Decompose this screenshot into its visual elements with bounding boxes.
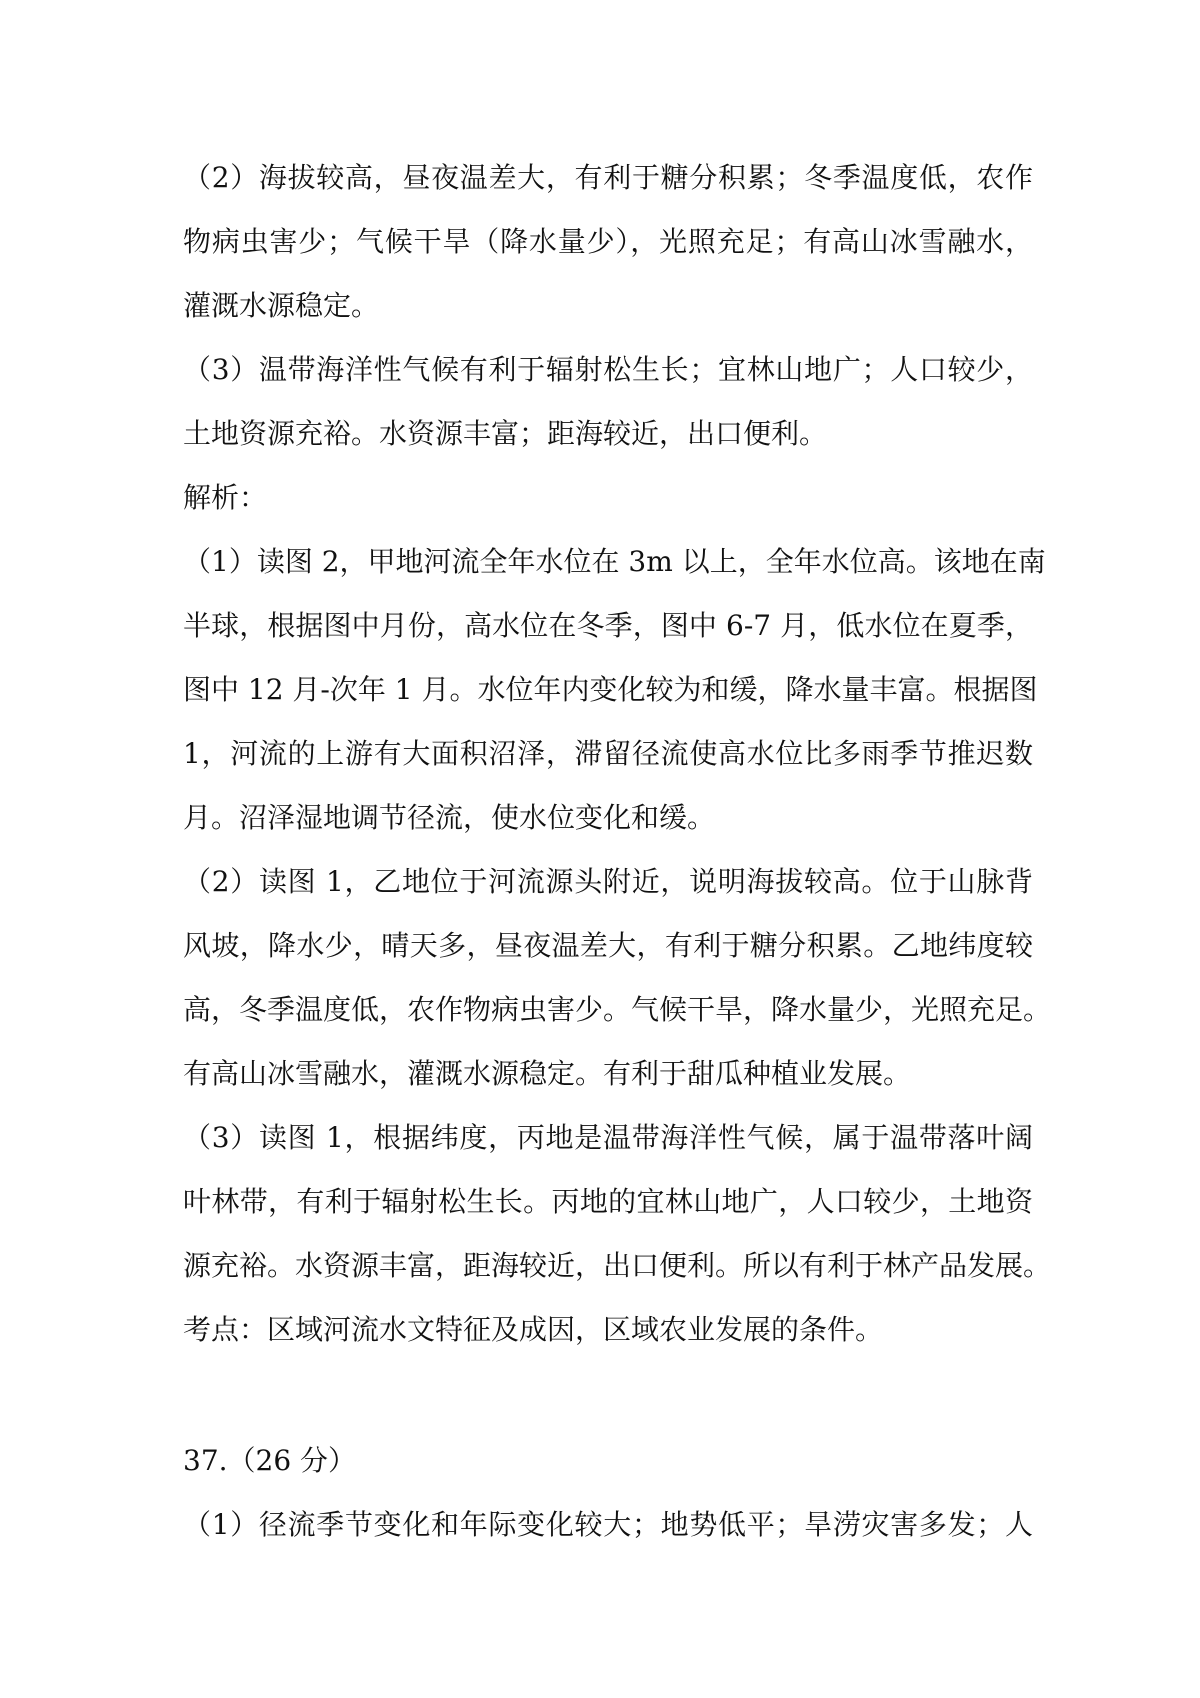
answer-37-1-line-1: （1）径流季节变化和年际变化较大；地势低平；旱涝灾害多发；人 [183,1508,1033,1541]
analysis-3-line-2: 叶林带，有利于辐射松生长。丙地的宜林山地广，人口较少，土地资 [183,1185,1033,1218]
key-points-line: 考点：区域河流水文特征及成因，区域农业发展的条件。 [183,1313,884,1346]
answer-2-line-1: （2）海拔较高，昼夜温差大，有利于糖分积累；冬季温度低，农作 [183,161,1033,194]
analysis-2-line-3: 高，冬季温度低，农作物病虫害少。气候干旱，降水量少，光照充足。 [183,993,1052,1026]
analysis-1-line-4: 1，河流的上游有大面积沼泽，滞留径流使高水位比多雨季节推迟数 [183,737,1033,770]
analysis-1-line-2: 半球，根据图中月份，高水位在冬季，图中 6-7 月，低水位在夏季， [183,609,1033,642]
analysis-2-line-2: 风坡，降水少，晴天多，昼夜温差大，有利于糖分积累。乙地纬度较 [183,929,1033,962]
analysis-1-line-1: （1）读图 2，甲地河流全年水位在 3m 以上，全年水位高。该地在南 [183,545,1046,578]
answer-3-line-1: （3）温带海洋性气候有利于辐射松生长；宜林山地广；人口较少， [183,353,1033,386]
analysis-3-line-3: 源充裕。水资源丰富，距海较近，出口便利。所以有利于林产品发展。 [183,1249,1052,1282]
answer-2-line-2: 物病虫害少；气候干旱（降水量少），光照充足；有高山冰雪融水， [183,225,1033,258]
question-37-heading: 37.（26 分） [183,1444,357,1477]
analysis-2-line-4: 有高山冰雪融水，灌溉水源稳定。有利于甜瓜种植业发展。 [183,1057,912,1090]
analysis-heading: 解析： [183,481,268,514]
answer-3-line-2: 土地资源充裕。水资源丰富；距海较近，出口便利。 [183,417,828,450]
analysis-1-line-3: 图中 12 月-次年 1 月。水位年内变化较为和缓，降水量丰富。根据图 [183,673,1038,706]
analysis-1-line-5: 月。沼泽湿地调节径流，使水位变化和缓。 [183,801,716,834]
analysis-3-line-1: （3）读图 1，根据纬度，丙地是温带海洋性气候，属于温带落叶阔 [183,1121,1033,1154]
answer-2-line-3: 灌溉水源稳定。 [183,289,380,322]
analysis-2-line-1: （2）读图 1，乙地位于河流源头附近，说明海拔较高。位于山脉背 [183,865,1033,898]
